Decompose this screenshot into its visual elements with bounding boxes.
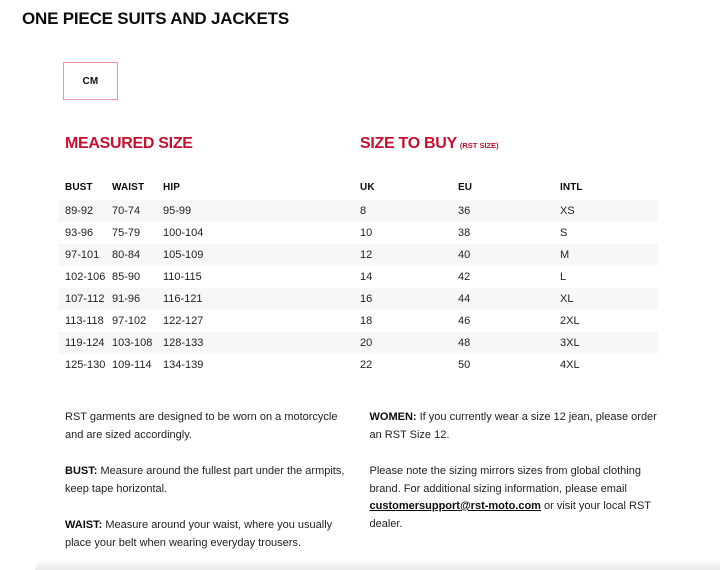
note-garments-text: RST garments are designed to be worn on a motorcycle and are sized accordingly. [65, 411, 338, 441]
page-title: ONE PIECE SUITS AND JACKETS [22, 9, 289, 28]
table-cell: 97-101 [65, 249, 100, 261]
customer-support-email-link[interactable]: customersupport@rst-moto.com [369, 500, 541, 512]
table-cell: M [560, 249, 570, 261]
note-women-text: If you currently wear a size 12 jean, please order an RST Size 12. [369, 411, 657, 441]
size-table-body [58, 200, 658, 376]
table-cell: 85-90 [112, 271, 141, 283]
measured-size-heading-text: MEASURED SIZE [65, 135, 193, 152]
next-section-edge [35, 560, 720, 570]
size-to-buy-heading [360, 135, 499, 153]
table-cell: 38 [458, 227, 471, 239]
group-headings [58, 135, 658, 174]
table-cell: 10 [360, 227, 373, 239]
note-waist-lead: WAIST: [65, 519, 103, 531]
table-cell: 122-127 [163, 315, 204, 327]
table-row [58, 310, 658, 332]
table-cell: 42 [458, 271, 471, 283]
table-cell: 20 [360, 337, 373, 349]
table-cell: 128-133 [163, 337, 204, 349]
measured-size-heading [65, 135, 193, 153]
table-cell: L [560, 271, 567, 283]
table-row [58, 266, 658, 288]
note-waist-text: Measure around your waist, where you usually place your belt when wearing everyday trousers. [65, 519, 333, 549]
note-bust [65, 463, 357, 498]
table-cell: 75-79 [112, 227, 141, 239]
table-cell: 91-96 [112, 293, 141, 305]
note-waist [65, 517, 357, 552]
table-cell: 2XL [560, 315, 580, 327]
note-support-text-after: or visit your local RST dealer. [369, 500, 651, 530]
table-cell: 14 [360, 271, 373, 283]
table-cell: 125-130 [65, 359, 106, 371]
table-cell: 110-115 [163, 271, 202, 283]
table-row [58, 288, 658, 310]
table-cell: 97-102 [112, 315, 147, 327]
table-row [58, 332, 658, 354]
table-row [58, 354, 658, 376]
table-cell: 4XL [560, 359, 580, 371]
table-cell: 109-114 [112, 359, 152, 371]
table-row [58, 244, 658, 266]
column-header-hip: HIP [163, 181, 180, 193]
column-header-intl: INTL [560, 181, 583, 193]
size-table-area [58, 135, 658, 376]
note-bust-text: Measure around the fullest part under the armpits, keep tape horizontal. [65, 465, 345, 495]
table-cell: 46 [458, 315, 471, 327]
table-cell: S [560, 227, 568, 239]
notes-section [65, 409, 661, 570]
table-cell: 105-109 [163, 249, 204, 261]
table-cell: 134-139 [163, 359, 204, 371]
table-cell: 70-74 [112, 205, 141, 217]
table-cell: 103-108 [112, 337, 153, 349]
table-cell: XS [560, 205, 575, 217]
note-garments [65, 409, 357, 444]
table-cell: 80-84 [112, 249, 141, 261]
note-women [370, 409, 662, 444]
table-row [58, 200, 658, 222]
table-cell: 12 [360, 249, 373, 261]
table-header-row [58, 174, 658, 200]
table-cell: 100-104 [163, 227, 204, 239]
note-support [370, 463, 662, 533]
table-row [58, 222, 658, 244]
column-header-waist: WAIST [112, 181, 145, 193]
table-cell: 44 [458, 293, 471, 305]
table-cell: 119-124 [65, 337, 105, 349]
table-cell: 22 [360, 359, 373, 371]
column-header-uk: UK [360, 181, 375, 193]
notes-right-column [370, 409, 662, 570]
table-cell: 36 [458, 205, 471, 217]
size-to-buy-subheading: (RST SIZE) [459, 141, 499, 150]
table-cell: 113-118 [65, 315, 104, 327]
note-women-lead: WOMEN: [369, 411, 417, 423]
table-cell: XL [560, 293, 574, 305]
table-cell: 3XL [560, 337, 580, 349]
table-cell: 18 [360, 315, 373, 327]
note-bust-lead: BUST: [65, 465, 98, 477]
column-header-bust: BUST [65, 181, 93, 193]
unit-toggle-cm[interactable]: CM [63, 62, 118, 100]
table-cell: 16 [360, 293, 373, 305]
table-cell: 8 [360, 205, 367, 217]
table-cell: 48 [458, 337, 471, 349]
table-cell: 93-96 [65, 227, 94, 239]
table-cell: 107-112 [65, 293, 105, 305]
note-support-text-before: Please note the sizing mirrors sizes from global clothing brand. For additional sizing information, please email [369, 465, 641, 495]
table-cell: 40 [458, 249, 471, 261]
table-cell: 116-121 [163, 293, 203, 305]
table-cell: 89-92 [65, 205, 94, 217]
size-to-buy-heading-text: SIZE TO BUY [360, 135, 457, 152]
table-cell: 50 [458, 359, 471, 371]
table-cell: 95-99 [163, 205, 192, 217]
table-cell: 102-106 [65, 271, 106, 283]
size-table [58, 174, 658, 376]
notes-left-column [65, 409, 357, 570]
column-header-eu: EU [458, 181, 473, 193]
